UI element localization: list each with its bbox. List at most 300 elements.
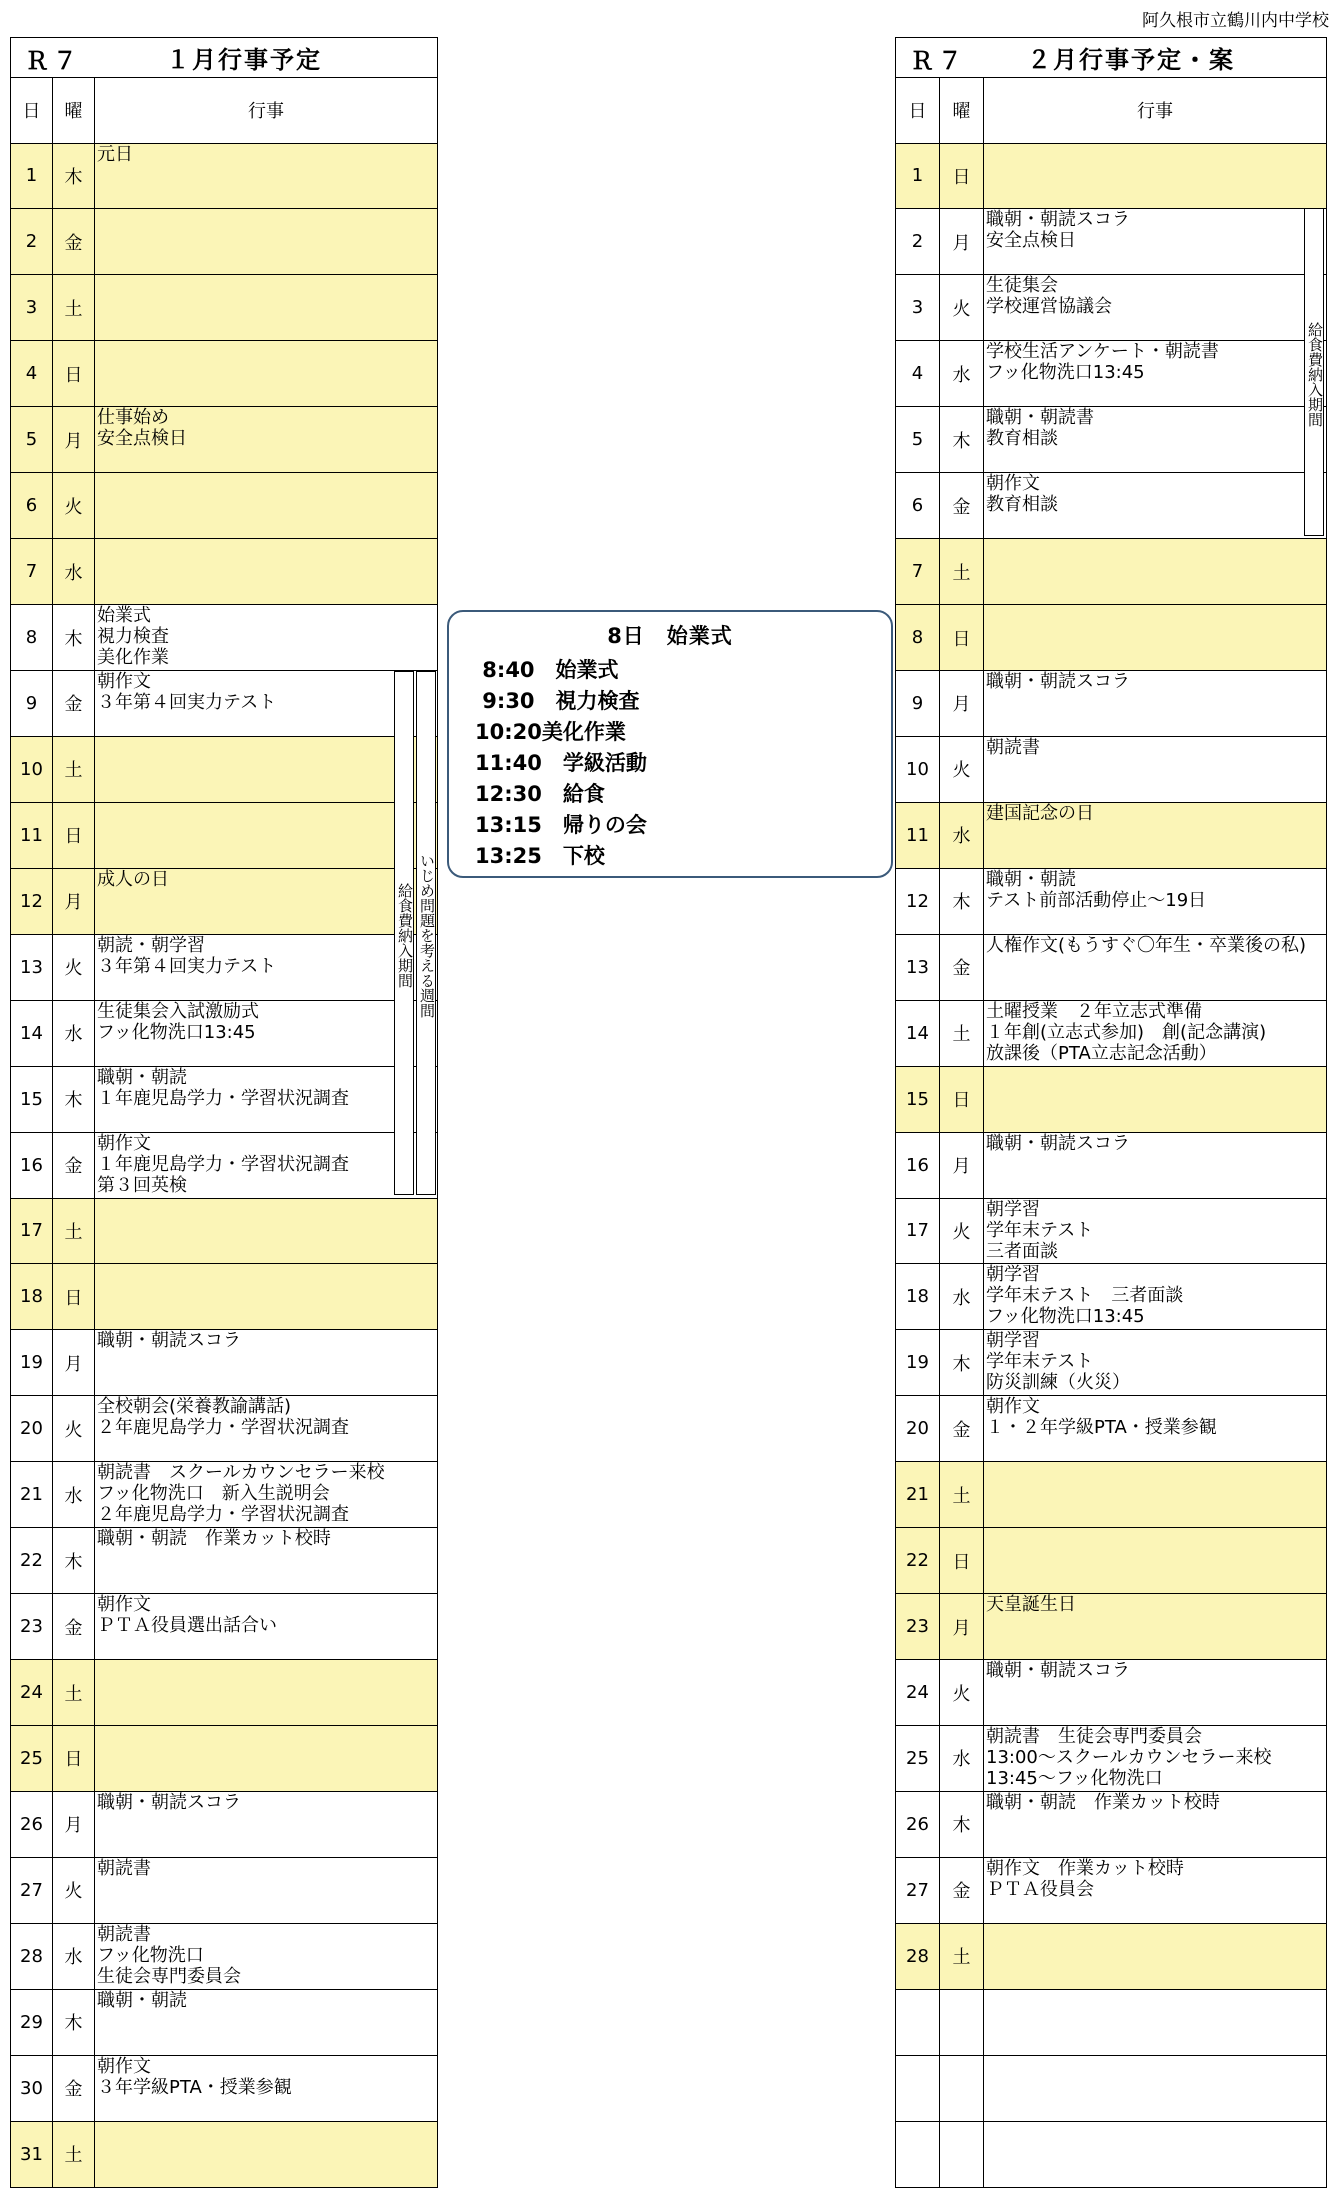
events-text: 職朝・朝読スコラ (97, 1330, 241, 1352)
day-of-week: 土 (940, 539, 984, 605)
day-of-week: 木 (940, 407, 984, 473)
calendar-day-row (896, 736, 1327, 802)
day-of-week: 水 (53, 1462, 95, 1528)
day-number: 6 (896, 473, 940, 539)
day-of-week: 火 (940, 1660, 984, 1726)
calendar-day-row (11, 802, 438, 868)
day-number: 4 (896, 341, 940, 407)
day-number: 10 (896, 736, 940, 802)
calendar-day-row (896, 671, 1327, 737)
day-events (984, 868, 1327, 934)
events-text: 朝学習 学年末テスト 防災訓練（火災） (986, 1330, 1130, 1394)
day-events (984, 2121, 1327, 2187)
events-text: 元日 (97, 143, 133, 165)
february-title-cell (896, 38, 1327, 78)
day-events (984, 1528, 1327, 1594)
day-events (984, 1330, 1327, 1396)
schedule-line: 13:25 下校 (475, 844, 605, 868)
day-of-week: 木 (53, 605, 95, 671)
calendar-day-row (896, 341, 1327, 407)
day-of-week: 月 (940, 209, 984, 275)
day-number: 23 (896, 1594, 940, 1660)
day-events (984, 539, 1327, 605)
day-of-week: 月 (53, 407, 95, 473)
events-text: 仕事始め 安全点検日 (97, 407, 187, 450)
events-text: 朝作文 ＰＴＡ役員選出話合い (97, 1594, 277, 1637)
calendar-day-row (896, 1264, 1327, 1330)
day-number: 30 (11, 2055, 53, 2121)
day-events (95, 1791, 438, 1857)
day-number: 16 (11, 1132, 53, 1198)
events-text: 職朝・朝読 (97, 1989, 187, 2011)
day-events (984, 736, 1327, 802)
january-day-header: 日 (11, 77, 53, 143)
day-number: 23 (11, 1594, 53, 1660)
events-text: 職朝・朝読スコラ (97, 1791, 241, 1813)
day-number: 31 (11, 2121, 53, 2187)
calendar-day-row (896, 407, 1327, 473)
day-number: 14 (896, 1000, 940, 1066)
calendar-day-row (896, 605, 1327, 671)
day-events (95, 1330, 438, 1396)
day-number: 5 (11, 407, 53, 473)
schedule-line: 13:15 帰りの会 (475, 813, 647, 837)
day-of-week: 水 (53, 1923, 95, 1989)
day-events (984, 1791, 1327, 1857)
calendar-day-row (11, 1989, 438, 2055)
calendar-day-row (896, 934, 1327, 1000)
day-number: 14 (11, 1000, 53, 1066)
day-number: 7 (11, 539, 53, 605)
events-text: 成人の日 (97, 868, 169, 890)
day-number: 25 (896, 1726, 940, 1792)
day-events (95, 2055, 438, 2121)
day-events (95, 341, 438, 407)
day-events (95, 1528, 438, 1594)
events-text: 朝作文 教育相談 (986, 473, 1058, 516)
day-of-week: 木 (53, 143, 95, 209)
day-number: 15 (896, 1066, 940, 1132)
day-number: 10 (11, 736, 53, 802)
calendar-day-row (896, 1462, 1327, 1528)
day-of-week: 木 (53, 1066, 95, 1132)
events-text: 職朝・朝読 作業カット校時 (97, 1528, 331, 1550)
calendar-day-row (11, 1528, 438, 1594)
calendar-day-row (896, 1132, 1327, 1198)
calendar-day-row (11, 736, 438, 802)
calendar-day-row (896, 868, 1327, 934)
day-events (95, 2121, 438, 2187)
day-events (984, 1660, 1327, 1726)
events-text: 職朝・朝読スコラ 安全点検日 (986, 209, 1130, 252)
calendar-day-row (11, 1198, 438, 1264)
calendar-day-row (896, 1198, 1327, 1264)
events-text: 人権作文(もうすぐ〇年生・卒業後の私) (986, 934, 1307, 956)
calendar-day-row (11, 473, 438, 539)
day-number: 17 (896, 1198, 940, 1264)
calendar-day-row (896, 1923, 1327, 1989)
day-events (984, 1264, 1327, 1330)
day-number: 22 (896, 1528, 940, 1594)
school-name: 阿久根市立鶴川内中学校 (1142, 11, 1329, 31)
day-events (95, 1923, 438, 1989)
day-events (984, 802, 1327, 868)
events-text: 朝読書 (97, 1857, 151, 1879)
day-number: 9 (11, 671, 53, 737)
day-number: 28 (896, 1923, 940, 1989)
calendar-day-row (11, 1264, 438, 1330)
day-number: 21 (11, 1462, 53, 1528)
day-events (984, 1198, 1327, 1264)
day-events (984, 275, 1327, 341)
day-of-week: 月 (940, 1594, 984, 1660)
january-era: Ｒ７ (25, 47, 81, 75)
day-events (984, 1066, 1327, 1132)
january-bullying-awareness-week: いじめ問題を考える週間 (416, 671, 436, 1195)
events-text: 建国記念の日 (986, 802, 1094, 824)
january-title-cell (11, 38, 438, 78)
day-events (984, 1594, 1327, 1660)
calendar-day-row (896, 802, 1327, 868)
calendar-day-row (11, 143, 438, 209)
day-number: 1 (896, 143, 940, 209)
day-number: 20 (11, 1396, 53, 1462)
day-events (984, 671, 1327, 737)
day-of-week: 土 (53, 1198, 95, 1264)
calendar-day-row (11, 868, 438, 934)
day-events (95, 868, 438, 934)
day-number: 7 (896, 539, 940, 605)
calendar-day-row (11, 605, 438, 671)
day-number: 18 (11, 1264, 53, 1330)
schedule-title: 8日 始業式 (607, 624, 733, 648)
february-title: ２月行事予定・案 (1027, 45, 1235, 74)
day-events (95, 1264, 438, 1330)
calendar-day-row (11, 671, 438, 737)
day-events (984, 1726, 1327, 1792)
calendar-day-row (896, 2055, 1327, 2121)
day-events (984, 1000, 1327, 1066)
day-number: 8 (896, 605, 940, 671)
day-of-week: 土 (940, 1000, 984, 1066)
events-text: 朝作文 ３年学級PTA・授業参観 (97, 2055, 292, 2098)
day-events (95, 407, 438, 473)
day-of-week: 木 (53, 1989, 95, 2055)
day-of-week: 火 (940, 1198, 984, 1264)
day-events (984, 143, 1327, 209)
february-dow-header: 曜 (940, 77, 984, 143)
events-text: 朝学習 学年末テスト 三者面談 フッ化物洗口13:45 (986, 1264, 1184, 1328)
day-of-week: 月 (940, 671, 984, 737)
day-events (95, 143, 438, 209)
calendar-day-row (11, 1066, 438, 1132)
day-of-week: 土 (53, 275, 95, 341)
day-of-week: 日 (940, 605, 984, 671)
schedule-line: 12:30 給食 (475, 782, 605, 806)
calendar-day-row (896, 275, 1327, 341)
day-number: 1 (11, 143, 53, 209)
day-number: 26 (896, 1791, 940, 1857)
day-of-week: 木 (940, 1791, 984, 1857)
schedule-line: 10:20美化作業 (475, 720, 626, 744)
day-number: 4 (11, 341, 53, 407)
day-of-week: 月 (53, 1330, 95, 1396)
calendar-day-row (11, 1330, 438, 1396)
day-events (984, 1132, 1327, 1198)
events-text: 全校朝会(栄養教諭講話) ２年鹿児島学力・学習状況調査 (97, 1396, 349, 1439)
calendar-day-row (11, 1857, 438, 1923)
day-number: 24 (896, 1660, 940, 1726)
day-events (95, 1198, 438, 1264)
day-events (95, 1660, 438, 1726)
day-events (984, 934, 1327, 1000)
events-text: 職朝・朝読 作業カット校時 (986, 1791, 1220, 1813)
events-text: 朝学習 学年末テスト 三者面談 (986, 1198, 1094, 1262)
events-text: 天皇誕生日 (986, 1594, 1076, 1616)
day-of-week: 土 (940, 1462, 984, 1528)
events-text: 学校生活アンケート・朝読書 フッ化物洗口13:45 (986, 341, 1219, 384)
calendar-day-row (11, 1594, 438, 1660)
day-number: 11 (11, 802, 53, 868)
day-number: 2 (11, 209, 53, 275)
events-text: 朝読書 スクールカウンセラー来校 フッ化物洗口 新入生説明会 ２年鹿児島学力・学習状況調査 (97, 1462, 385, 1526)
day-number: 6 (11, 473, 53, 539)
january-title: １月行事予定 (166, 45, 322, 74)
schedule-line: 9:30 視力検査 (475, 689, 640, 713)
day-of-week: 日 (940, 143, 984, 209)
calendar-day-row (896, 1989, 1327, 2055)
day-events (95, 473, 438, 539)
day-events (984, 605, 1327, 671)
calendar-day-row (896, 1396, 1327, 1462)
day-number: 12 (896, 868, 940, 934)
events-text: 朝読・朝学習 ３年第４回実力テスト (97, 934, 277, 977)
day-number: 19 (896, 1330, 940, 1396)
day-number: 27 (11, 1857, 53, 1923)
calendar-day-row (896, 1330, 1327, 1396)
day-of-week: 日 (940, 1528, 984, 1594)
calendar-day-row (11, 1000, 438, 1066)
day-events (984, 209, 1327, 275)
day-events (95, 1462, 438, 1528)
day-number: 26 (11, 1791, 53, 1857)
day-number: 9 (896, 671, 940, 737)
day-events (984, 341, 1327, 407)
day-events (95, 1000, 438, 1066)
calendar-day-row (11, 934, 438, 1000)
day-of-week: 火 (53, 473, 95, 539)
calendar-day-row (896, 143, 1327, 209)
calendar-day-row (11, 275, 438, 341)
day-of-week: 金 (53, 1132, 95, 1198)
events-text: 朝読書 (986, 736, 1040, 758)
day-number: 28 (11, 1923, 53, 1989)
day-of-week: 日 (53, 802, 95, 868)
day-events (95, 1066, 438, 1132)
day-events (984, 1923, 1327, 1989)
events-text: 生徒集会入試激励式 フッ化物洗口13:45 (97, 1000, 259, 1043)
day-events (95, 934, 438, 1000)
calendar-day-row (896, 1726, 1327, 1792)
february-events-header: 行事 (984, 77, 1327, 143)
day-events (95, 736, 438, 802)
day-of-week: 金 (53, 671, 95, 737)
calendar-day-row (896, 473, 1327, 539)
day-events (984, 407, 1327, 473)
day-of-week: 月 (940, 1132, 984, 1198)
day-of-week (940, 1989, 984, 2055)
day-number: 15 (11, 1066, 53, 1132)
day-number: 2 (896, 209, 940, 275)
calendar-day-row (896, 2121, 1327, 2187)
day-events (95, 671, 438, 737)
day-events (984, 2055, 1327, 2121)
day-number: 16 (896, 1132, 940, 1198)
day-of-week: 日 (940, 1066, 984, 1132)
calendar-day-row (896, 539, 1327, 605)
calendar-day-row (11, 1923, 438, 1989)
day-of-week: 火 (53, 1396, 95, 1462)
events-text: 朝読書 生徒会専門委員会 13:00～スクールカウンセラー来校 13:45～フッ化物洗口 (986, 1726, 1272, 1790)
day-number: 8 (11, 605, 53, 671)
day-of-week: 月 (53, 868, 95, 934)
day-events (95, 802, 438, 868)
day-number: 25 (11, 1726, 53, 1792)
opening-ceremony-schedule (447, 610, 893, 878)
day-number (896, 2055, 940, 2121)
day-events (95, 1857, 438, 1923)
events-text: 土曜授業 ２年立志式準備 １年創(立志式参加) 創(記念講演) 放課後（PTA立志記念活動） (986, 1000, 1267, 1064)
day-of-week: 日 (53, 341, 95, 407)
day-events (984, 1989, 1327, 2055)
february-era: Ｒ７ (910, 47, 966, 75)
calendar-day-row (11, 341, 438, 407)
day-events (984, 1396, 1327, 1462)
day-of-week: 金 (53, 209, 95, 275)
day-of-week: 火 (940, 275, 984, 341)
day-number: 12 (11, 868, 53, 934)
day-of-week: 火 (53, 1857, 95, 1923)
events-text: 職朝・朝読スコラ (986, 1660, 1130, 1682)
calendar-day-row (11, 539, 438, 605)
day-events (984, 1857, 1327, 1923)
day-of-week: 水 (940, 341, 984, 407)
calendar-day-row (11, 209, 438, 275)
day-events (95, 1396, 438, 1462)
calendar-day-row (11, 1132, 438, 1198)
day-events (95, 1989, 438, 2055)
day-number: 24 (11, 1660, 53, 1726)
january-events-header: 行事 (95, 77, 438, 143)
day-events (984, 473, 1327, 539)
day-number: 21 (896, 1462, 940, 1528)
events-text: 朝作文 ３年第４回実力テスト (97, 671, 277, 714)
calendar-day-row (11, 1660, 438, 1726)
day-of-week: 木 (53, 1528, 95, 1594)
events-text: 朝読書 フッ化物洗口 生徒会専門委員会 (97, 1923, 241, 1987)
day-of-week: 金 (940, 934, 984, 1000)
day-events (95, 275, 438, 341)
day-of-week (940, 2121, 984, 2187)
day-of-week: 土 (53, 2121, 95, 2187)
day-of-week: 水 (940, 1264, 984, 1330)
calendar-day-row (11, 1726, 438, 1792)
events-text: 職朝・朝読 １年鹿児島学力・学習状況調査 (97, 1066, 349, 1109)
day-events (95, 1726, 438, 1792)
day-number: 18 (896, 1264, 940, 1330)
calendar-day-row (896, 209, 1327, 275)
day-number: 17 (11, 1198, 53, 1264)
day-events (95, 539, 438, 605)
events-text: 生徒集会 学校運営協議会 (986, 275, 1112, 318)
events-text: 朝作文 １年鹿児島学力・学習状況調査 第３回英検 (97, 1132, 349, 1196)
day-number: 13 (11, 934, 53, 1000)
day-of-week: 木 (940, 1330, 984, 1396)
day-of-week: 金 (53, 2055, 95, 2121)
day-of-week: 火 (53, 934, 95, 1000)
day-of-week: 土 (53, 736, 95, 802)
january-dow-header: 曜 (53, 77, 95, 143)
day-of-week: 水 (53, 1000, 95, 1066)
events-text: 朝作文 作業カット校時 ＰＴＡ役員会 (986, 1857, 1184, 1900)
events-text: 職朝・朝読スコラ (986, 1132, 1130, 1154)
day-of-week: 水 (940, 802, 984, 868)
february-day-header: 日 (896, 77, 940, 143)
events-text: 職朝・朝読スコラ (986, 671, 1130, 693)
calendar-day-row (896, 1857, 1327, 1923)
events-text: 朝作文 １・２年学級PTA・授業参観 (986, 1396, 1217, 1439)
day-of-week: 日 (53, 1726, 95, 1792)
day-number: 3 (11, 275, 53, 341)
february-calendar (895, 37, 1327, 2188)
day-of-week: 金 (940, 473, 984, 539)
schedule-line: 11:40 学級活動 (475, 751, 647, 775)
day-events (95, 1594, 438, 1660)
calendar-day-row (896, 1594, 1327, 1660)
day-events (95, 209, 438, 275)
calendar-day-row (896, 1000, 1327, 1066)
day-of-week: 水 (940, 1726, 984, 1792)
day-of-week: 金 (940, 1396, 984, 1462)
calendar-day-row (11, 1791, 438, 1857)
day-number: 20 (896, 1396, 940, 1462)
day-of-week: 金 (940, 1857, 984, 1923)
calendar-day-row (896, 1066, 1327, 1132)
events-text: 職朝・朝読 テスト前部活動停止～19日 (986, 868, 1207, 911)
calendar-day-row (11, 1462, 438, 1528)
calendar-day-row (11, 2055, 438, 2121)
day-events (984, 1462, 1327, 1528)
day-number: 27 (896, 1857, 940, 1923)
day-number: 5 (896, 407, 940, 473)
calendar-day-row (896, 1791, 1327, 1857)
events-text: 職朝・朝読書 教育相談 (986, 407, 1094, 450)
day-of-week: 土 (940, 1923, 984, 1989)
day-of-week: 木 (940, 868, 984, 934)
calendar-day-row (896, 1660, 1327, 1726)
day-number (896, 2121, 940, 2187)
calendar-day-row (11, 2121, 438, 2187)
day-events (95, 605, 438, 671)
schedule-line: 8:40 始業式 (475, 658, 619, 682)
january-calendar (10, 37, 438, 2188)
day-events (95, 1132, 438, 1198)
day-of-week: 水 (53, 539, 95, 605)
day-number: 11 (896, 802, 940, 868)
january-lunch-fee-period: 給食費納入期間 (394, 671, 414, 1195)
day-of-week: 月 (53, 1791, 95, 1857)
day-of-week (940, 2055, 984, 2121)
